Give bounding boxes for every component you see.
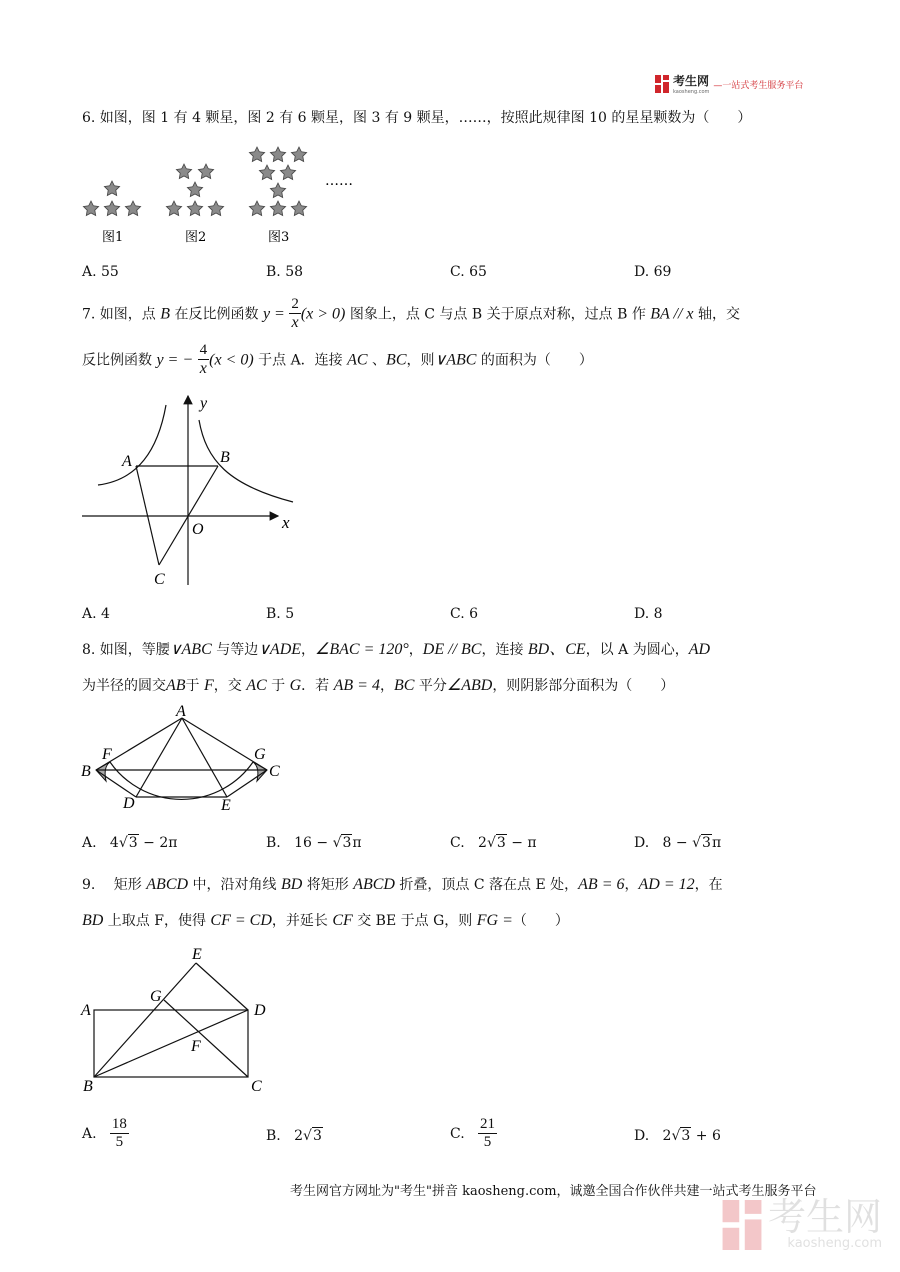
star-icon — [270, 147, 285, 162]
q7-math: BA // x — [650, 305, 694, 323]
label-e: E — [221, 797, 231, 814]
fraction-denominator: x — [199, 360, 207, 378]
label-d: D — [254, 1002, 266, 1019]
fraction-numerator: 18 — [110, 1116, 129, 1134]
q6-ellipsis: …… — [325, 173, 353, 189]
option-letter: D. — [634, 1128, 650, 1144]
label-c: C — [154, 571, 165, 588]
q6-figure — [80, 140, 353, 250]
q8-text: ，连接 — [481, 642, 528, 658]
q7-text: 图象上，点 C 与点 B 关于原点对称，过点 B 作 — [345, 306, 651, 323]
option-radicand: 3 — [681, 1128, 691, 1144]
fraction-numerator: 2 — [289, 296, 301, 314]
q7-func1-domain: (x > 0) — [300, 305, 346, 323]
option-math: π — [352, 835, 362, 851]
q8-math: ∠ABD — [446, 677, 493, 694]
option-math: 16 − — [294, 835, 333, 851]
segment-ae — [182, 718, 227, 797]
fraction-denominator: 5 — [483, 1134, 492, 1151]
q7-func2-fraction — [198, 342, 210, 379]
q8-figure — [78, 703, 293, 818]
option-math: 2 — [478, 835, 487, 851]
q7-text: 在反比例函数 — [170, 306, 263, 323]
fraction-denominator: x — [291, 314, 299, 332]
segment-be — [94, 963, 196, 1077]
label-a: A — [176, 703, 186, 720]
fig-label-3: 图3 — [268, 230, 290, 245]
q9-math: ABCD — [353, 876, 395, 893]
q9-line1 — [82, 873, 810, 897]
star-icon — [166, 201, 181, 216]
q6-option-c[interactable]: C. 65 — [450, 264, 487, 280]
label-g: G — [150, 988, 162, 1005]
q8-math: AD — [688, 641, 711, 658]
star-icon — [291, 147, 306, 162]
q8-math: G — [289, 677, 302, 694]
star-icon — [83, 201, 98, 216]
option-radicand: 3 — [128, 835, 138, 851]
fraction-denominator: 5 — [115, 1134, 124, 1151]
option-radicand: 3 — [702, 835, 711, 851]
q9-math: CF = CD — [210, 912, 272, 929]
label-b: B — [220, 449, 230, 466]
q7-func2-domain: (x < 0) — [209, 351, 254, 369]
logo-domain: kaosheng.com — [673, 89, 710, 95]
q8-math: DE // BC — [422, 641, 482, 658]
q8-text: ，以 A 为圆心， — [585, 642, 689, 658]
watermark-name: 考生网 — [768, 1195, 883, 1239]
label-o: O — [192, 521, 204, 538]
q8-text: ．若 — [301, 678, 334, 694]
q8-option-d[interactable]: D. 8 − √3π — [634, 835, 722, 851]
fig-label-1: 图1 — [102, 230, 124, 245]
q7-line1 — [82, 296, 810, 333]
fig2-stars — [166, 164, 223, 216]
diagonal-bd — [94, 1010, 248, 1077]
q9-text: 交 BE 于点 G，则 — [352, 913, 477, 929]
q8-text: 与等边 — [211, 642, 259, 658]
label-b: B — [83, 1078, 93, 1095]
header-logo — [655, 72, 803, 96]
label-d: D — [123, 795, 135, 812]
q8-math: F — [204, 677, 214, 694]
q9-math: BD — [82, 912, 104, 929]
segment-bd — [96, 770, 136, 797]
q9-math: BD — [280, 876, 303, 893]
option-radicand: 3 — [342, 835, 352, 851]
q8-text: ， — [379, 678, 394, 694]
label-c: C — [269, 763, 280, 780]
q9-option-c[interactable] — [450, 1116, 497, 1152]
q7-text: 反比例函数 — [82, 352, 157, 369]
q9-text: 9. 矩形 — [82, 877, 147, 893]
option-math: π — [711, 835, 722, 851]
q9-option-a[interactable] — [82, 1116, 129, 1152]
option-letter: A. — [82, 1125, 97, 1142]
option-letter: C. — [450, 1125, 465, 1142]
logo-name: 考生网 — [673, 74, 710, 88]
footer-text: 考生网官方网址为"考生"拼音 kaosheng.com，诚邀全国合作伙伴共建一站式考生服务平台 — [290, 1184, 817, 1199]
q8-text: 于 — [185, 678, 204, 694]
q9-text: （ ） — [512, 913, 569, 929]
star-icon — [280, 165, 295, 180]
q8-math: AB = 4 — [333, 677, 380, 694]
q9-text: ，在 — [694, 877, 723, 893]
q8-math: ∨ADE — [258, 641, 302, 658]
star-icon — [125, 201, 140, 216]
label-e: E — [192, 946, 202, 963]
q8-option-b[interactable]: B. 16 − √3π — [266, 835, 362, 851]
label-a: A — [81, 1002, 91, 1019]
q8-text: 平分 — [414, 678, 447, 694]
option-math: 8 − — [662, 835, 693, 851]
q6-text: 6. 如图，图 1 有 4 颗星，图 2 有 6 颗星，图 3 有 9 颗星，……，按照此规律图 10 的星星颗数为（ ） — [82, 110, 752, 126]
star-icon — [187, 201, 202, 216]
q6-option-a[interactable]: A. 55 — [82, 264, 119, 280]
star-icon — [198, 164, 213, 179]
q8-text: ，则阴影部分面积为（ ） — [492, 678, 675, 694]
option-letter: C. — [450, 835, 465, 851]
q9-option-a-fraction — [110, 1116, 129, 1152]
q8-option-a[interactable]: A. 4√3 − 2π — [82, 835, 178, 851]
fraction-numerator: 4 — [198, 342, 210, 360]
q7-math: BC — [386, 351, 407, 369]
q9-math: AD = 12 — [638, 876, 695, 893]
star-icon — [249, 147, 264, 162]
curve-right — [199, 420, 293, 502]
option-letter: A. — [82, 835, 97, 851]
header-slogan-text: 一站式考生服务平台 — [722, 80, 804, 91]
label-y: y — [200, 395, 208, 412]
star-icon — [104, 201, 119, 216]
segment-cg — [164, 1000, 248, 1077]
option-math: − π — [506, 835, 537, 851]
segment-ad — [136, 718, 182, 797]
option-math: 2 — [294, 1128, 304, 1144]
label-x: x — [282, 513, 290, 532]
q9-option-b[interactable]: B. 2√3 — [266, 1128, 322, 1144]
q9-text: ， — [624, 877, 639, 893]
q7-option-a[interactable]: A. 4 — [82, 606, 110, 622]
logo-text-block — [673, 73, 709, 95]
q9-text: 将矩形 — [302, 877, 354, 893]
q8-line2 — [82, 674, 810, 698]
watermark-text-block — [768, 1195, 883, 1251]
option-letter: D. — [634, 835, 650, 851]
q9-math: AB = 6 — [578, 876, 625, 893]
option-letter: B. — [266, 1128, 281, 1144]
star-icon — [291, 201, 306, 216]
q8-text: 为半径的圆交 — [82, 678, 166, 694]
q8-math: AB — [166, 677, 186, 694]
q8-text: ， — [301, 642, 316, 658]
q7-text: 的面积为（ ） — [476, 352, 593, 369]
q8-math: ∨ABC — [169, 641, 212, 658]
q8-line1 — [82, 638, 810, 662]
star-icon — [208, 201, 223, 216]
q7-func1-fraction — [289, 296, 301, 333]
segment-ed — [196, 963, 248, 1010]
star-icon — [176, 164, 191, 179]
label-a: A — [122, 453, 132, 470]
q9-math: FG = — [476, 912, 513, 929]
q7-text: ，则 — [406, 352, 435, 369]
star-icon — [270, 201, 285, 216]
q8-math: BD、CE — [527, 641, 586, 658]
q8-text: 于 — [266, 678, 290, 694]
q8-math: AC — [246, 677, 267, 694]
q8-option-c[interactable]: C. 2√3 − π — [450, 835, 537, 851]
q7-line2 — [82, 342, 810, 379]
kaosheng-logo-icon — [655, 75, 669, 93]
label-f: F — [102, 746, 112, 763]
option-math: 4 — [109, 835, 119, 851]
q9-line2 — [82, 909, 810, 933]
q8-text: 8. 如图，等腰 — [82, 642, 170, 658]
watermark-logo-icon — [722, 1200, 762, 1250]
q8-math: ∠BAC = 120° — [315, 641, 409, 658]
label-b: B — [81, 763, 91, 780]
label-f: F — [191, 1038, 201, 1055]
q8-math: BC — [393, 677, 415, 694]
q7-option-d[interactable]: D. 8 — [634, 606, 663, 622]
fig1-stars — [83, 181, 140, 216]
q7-math: B — [160, 305, 171, 323]
watermark — [722, 1195, 883, 1251]
q7-text: 7. 如图，点 — [82, 306, 161, 323]
q9-figure — [78, 943, 278, 1098]
star-icon — [249, 201, 264, 216]
star-icon — [187, 182, 202, 197]
header-slogan: —一站式考生服务平台 — [713, 80, 804, 91]
q6-option-b[interactable]: B. 58 — [266, 264, 304, 280]
q7-option-c[interactable]: C. 6 — [450, 606, 479, 622]
q8-text: ，交 — [213, 678, 247, 694]
option-math: + 6 — [691, 1128, 721, 1144]
fig-label-2: 图2 — [185, 230, 207, 245]
segment-ce — [227, 770, 267, 797]
star-icon — [259, 165, 274, 180]
option-math: − 2π — [138, 835, 178, 851]
fig3-stars — [249, 147, 306, 216]
q8-text: ， — [408, 642, 423, 658]
label-c: C — [251, 1078, 262, 1095]
q7-text: 于点 A．连接 — [253, 352, 348, 369]
option-math: 2 — [662, 1128, 672, 1144]
q9-option-c-fraction — [478, 1116, 497, 1152]
watermark-domain: kaosheng.com — [787, 1236, 883, 1251]
q6-option-d[interactable]: D. 69 — [634, 264, 672, 280]
option-letter: B. — [266, 835, 281, 851]
q9-text: 中，沿对角线 — [188, 877, 281, 893]
q9-text: 上取点 F，使得 — [103, 913, 211, 929]
q9-text: 折叠，顶点 C 落在点 E 处， — [394, 877, 579, 893]
q9-option-d[interactable]: D. 2√3 + 6 — [634, 1128, 721, 1144]
q7-math: ∨ABC — [434, 351, 477, 369]
q7-func1-lhs: y = — [262, 305, 285, 323]
fraction-numerator: 21 — [478, 1116, 497, 1134]
star-icon — [104, 181, 119, 196]
star-icon — [270, 183, 285, 198]
option-radicand: 3 — [496, 835, 506, 851]
q7-option-b[interactable]: B. 5 — [266, 606, 295, 622]
q9-math: ABCD — [146, 876, 189, 893]
q7-figure — [78, 390, 308, 590]
curve-left — [98, 405, 166, 485]
q9-math: CF — [332, 912, 353, 929]
q9-text: ，并延长 — [271, 913, 333, 929]
label-g: G — [254, 746, 266, 763]
q7-math: AC — [347, 351, 368, 369]
q7-text: 轴，交 — [693, 306, 740, 323]
q7-text: 、 — [367, 352, 387, 369]
q7-func2-lhs: y = − — [156, 351, 194, 369]
option-radicand: 3 — [312, 1128, 322, 1144]
